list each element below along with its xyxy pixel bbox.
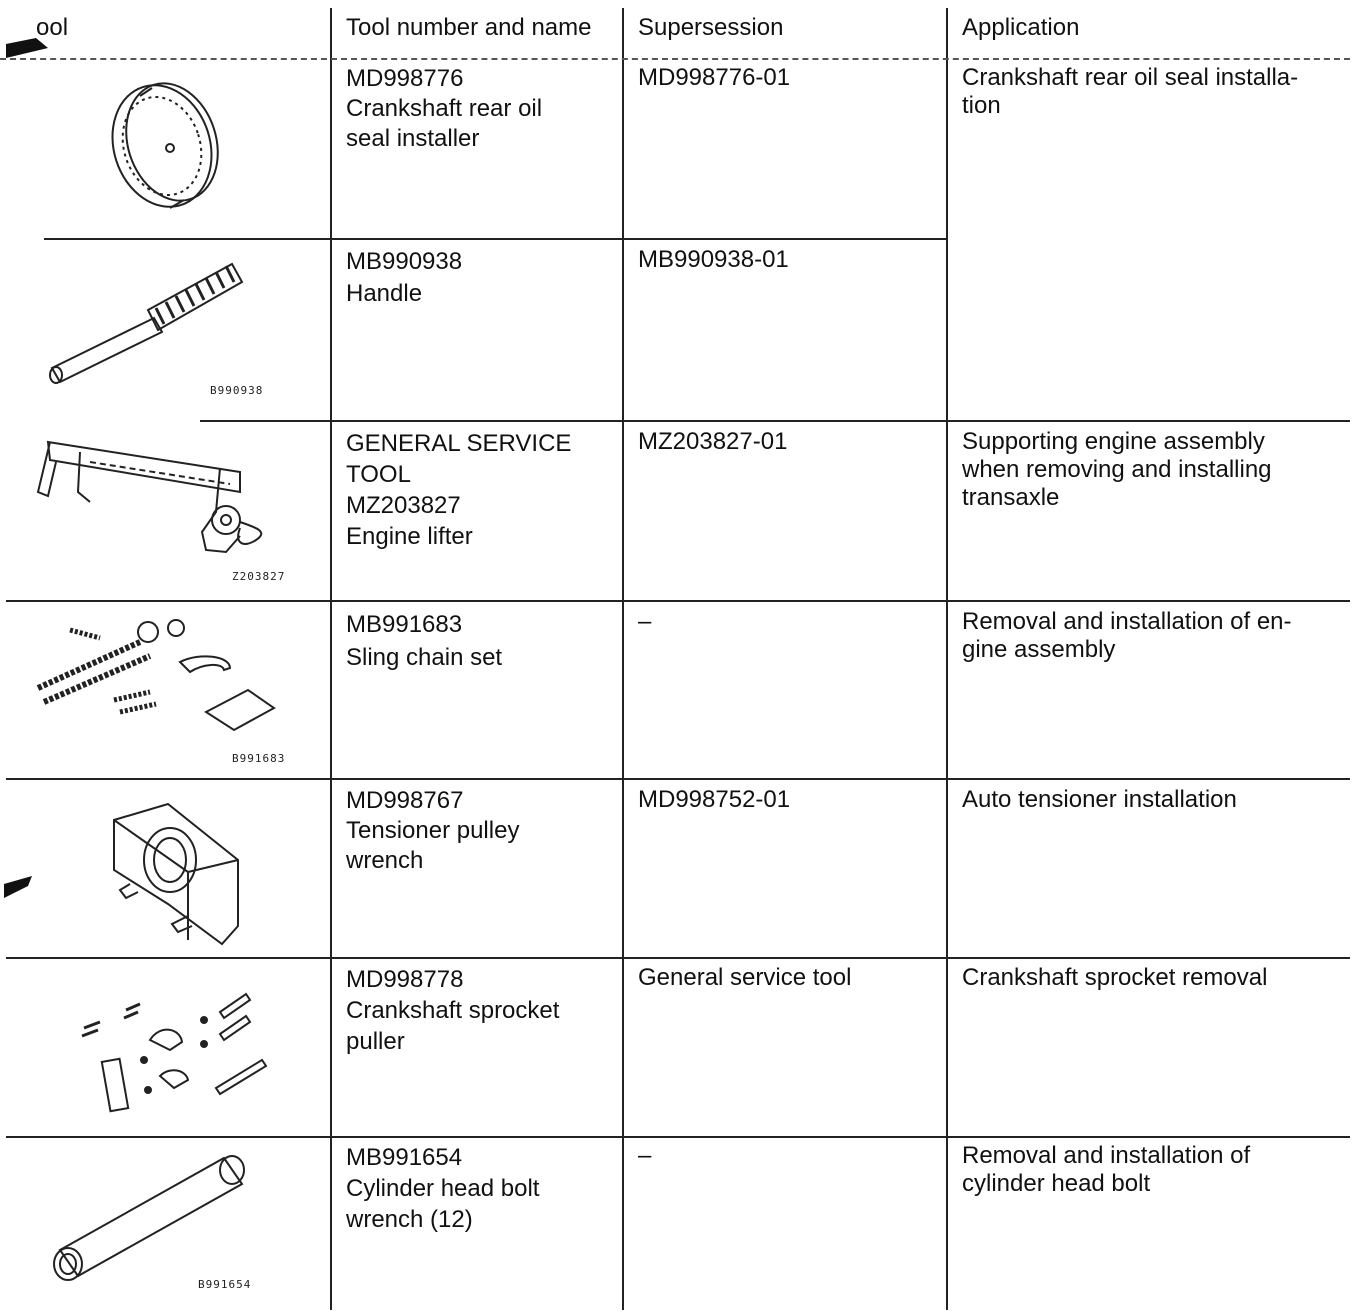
supersession-value: – [638,1142,652,1169]
column-divider [622,8,624,1310]
sling-chain-set-icon [30,612,290,742]
illustration-caption: B990938 [210,384,264,397]
row-divider [0,58,1350,60]
illustration-caption: Z203827 [232,570,286,583]
page-marker-icon [4,876,36,903]
head-bolt-wrench-icon [46,1150,266,1290]
row-divider [6,600,1350,602]
tool-number-and-name: MB990938 Handle [346,248,463,307]
supersession-value: MZ203827-01 [638,428,788,455]
tool-number-and-name: MD998776 Crankshaft rear oil seal installer [346,65,543,152]
row-divider [6,1136,1350,1138]
tool-number-and-name: MB991654 Cylinder head bolt wrench (12) [346,1144,540,1233]
handle-icon [44,250,254,390]
application-value: Crankshaft sprocket removal [962,964,1268,991]
row-divider [200,420,1350,422]
illustration-caption: B991683 [232,752,286,765]
row-divider [6,778,1350,780]
header-application: Application [962,14,1080,41]
column-divider [330,8,332,1310]
seal-installer-disc-icon [100,76,230,216]
application-value: Auto tensioner installation [962,786,1237,813]
tool-number-and-name: GENERAL SERVICE TOOL MZ203827 Engine lifter [346,430,572,550]
application-value: Removal and installation of en- gine assembly [962,608,1292,663]
tensioner-wrench-icon [108,800,248,950]
row-divider [44,238,946,240]
application-value: Crankshaft rear oil seal installa- tion [962,64,1299,119]
application-value: Removal and installation of cylinder head bolt [962,1142,1251,1197]
engine-lifter-icon [30,432,280,562]
supersession-value: MD998752-01 [638,786,791,813]
tool-number-and-name: MB991683 Sling chain set [346,611,503,671]
supersession-value: General service tool [638,964,852,991]
header-tool: ool [36,14,69,41]
header-supersession: Supersession [638,14,784,41]
column-divider [946,8,948,1310]
supersession-value: MB990938-01 [638,246,789,273]
tool-number-and-name: MD998778 Crankshaft sprocket puller [346,966,560,1055]
header-tool-number-and-name: Tool number and name [346,14,592,41]
supersession-value: MD998776-01 [638,64,791,91]
row-divider [6,957,1350,959]
application-value: Supporting engine assembly when removing and installing transaxle [962,428,1272,511]
supersession-value: – [638,608,652,635]
sprocket-puller-icon [70,980,280,1120]
illustration-caption: B991654 [198,1278,252,1291]
tool-number-and-name: MD998767 Tensioner pulley wrench [346,787,520,874]
